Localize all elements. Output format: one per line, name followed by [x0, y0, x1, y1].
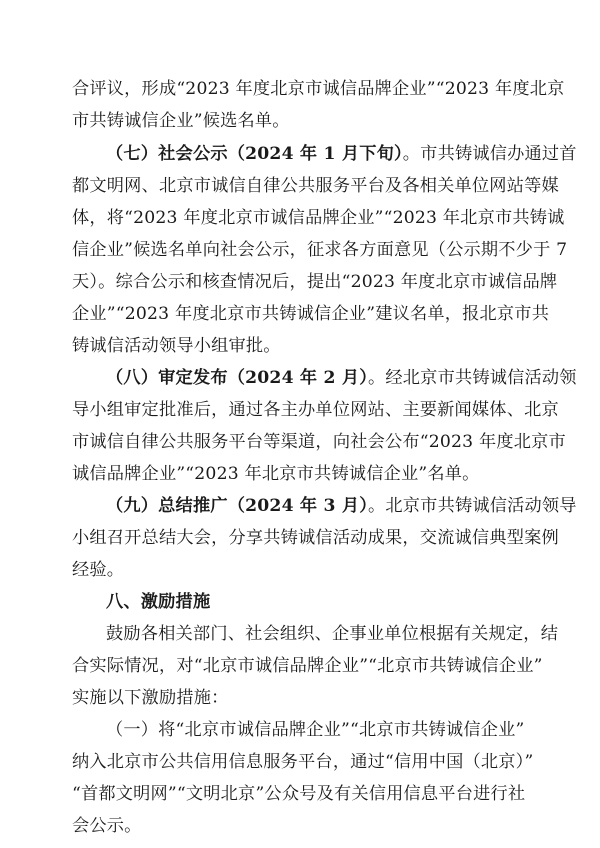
paragraph-line: 鼓励各相关部门、社会组织、企事业单位根据有关规定，结: [106, 624, 559, 644]
item-label: （八）审定发布（2024 年 2 月）: [106, 368, 369, 388]
paragraph-line: 会公示。: [72, 816, 142, 836]
paragraph-first-line: [0, 142, 600, 166]
paragraph-line: 企业”“2023 年度北京市共铸诚信企业”建议名单，报北京市共: [72, 304, 550, 324]
paragraph-line: “首都文明网”“文明北京”公众号及有关信用信息平台进行社: [72, 784, 526, 804]
paragraph-line: （一）将“北京市诚信品牌企业”“北京市共铸诚信企业”: [106, 720, 525, 740]
paragraph-line: 合实际情况，对“北京市诚信品牌企业”“北京市共铸诚信企业”: [72, 656, 543, 676]
paragraph-line: 诚信品牌企业”“2023 年北京市共铸诚信企业”名单。: [72, 464, 480, 484]
paragraph-line: 纳入北京市公共信用信息服务平台，通过“信用中国（北京）”: [72, 752, 534, 772]
paragraph-line: 天）。综合公示和核查情况后，提出“2023 年度北京市诚信品牌: [72, 272, 558, 292]
paragraph-line: 信企业”候选名单向社会公示，征求各方面意见（公示期不少于 7: [72, 240, 568, 260]
item-label: （九）总结推广（2024 年 3 月）: [106, 496, 369, 516]
paragraph-line: 铸诚信活动领导小组审批。: [72, 336, 281, 356]
paragraph-line: 经验。: [72, 560, 125, 580]
paragraph-first-line: [0, 494, 600, 518]
paragraph-line: 小组召开总结大会，分享共铸诚信活动成果，交流诚信典型案例: [72, 528, 559, 548]
paragraph-line: 体，将“2023 年度北京市诚信品牌企业”“2023 年北京市共铸诚: [72, 208, 565, 228]
paragraph-line: 导小组审定批准后，通过各主办单位网站、主要新闻媒体、北京: [72, 400, 559, 420]
item-label: （七）社会公示（2024 年 1 月下旬）: [106, 144, 403, 164]
paragraph-first-line: [0, 366, 600, 390]
item-text: 。市共铸诚信办通过首: [402, 144, 577, 164]
section-heading: 八、激励措施: [106, 592, 211, 612]
paragraph-line: 合评议，形成“2023 年度北京市诚信品牌企业”“2023 年度北京: [72, 79, 565, 99]
paragraph-line: 市诚信自律公共服务平台等渠道，向社会公布“2023 年度北京市: [72, 432, 566, 452]
paragraph-line: 实施以下激励措施：: [72, 688, 229, 708]
item-text: 。经北京市共铸诚信活动领: [368, 368, 577, 388]
paragraph-line: 市共铸诚信企业”候选名单。: [72, 111, 290, 131]
item-text: 。北京市共铸诚信活动领导: [368, 496, 577, 516]
paragraph-line: 都文明网、北京市诚信自律公共服务平台及各相关单位网站等媒: [72, 176, 559, 196]
